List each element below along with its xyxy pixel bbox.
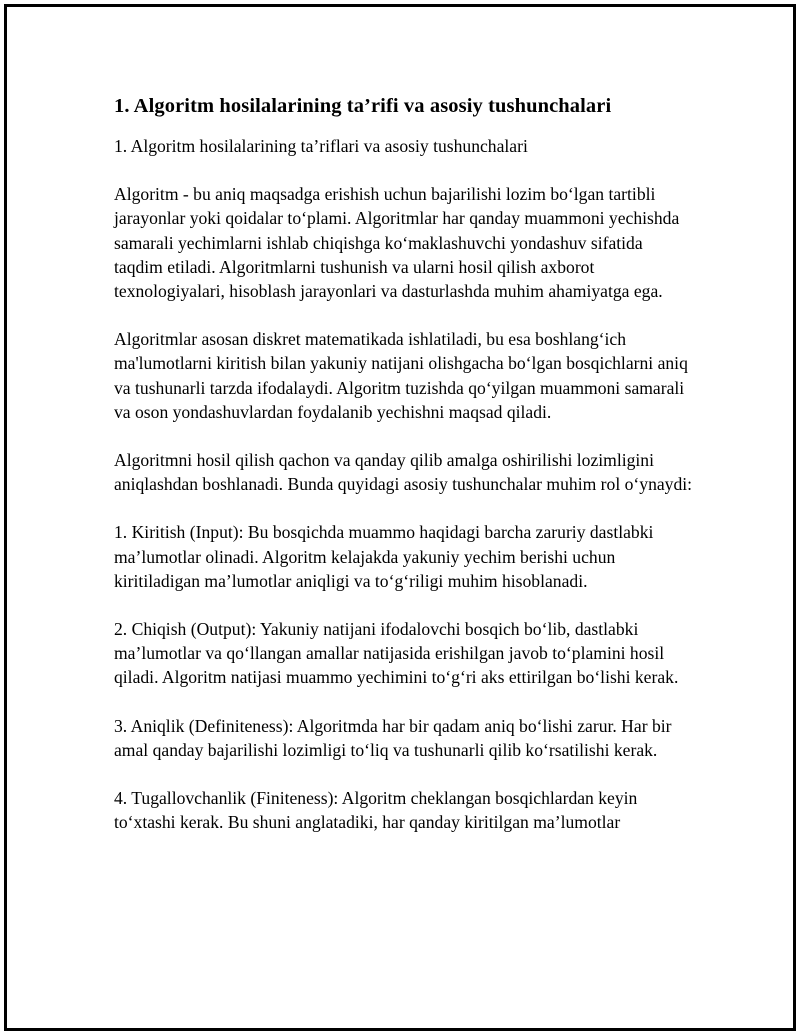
paragraph-finiteness: 4. Tugallovchanlik (Finiteness): Algoritm cheklangan bosqichlardan keyin to‘xtashi kerak. Bu shuni anglatadiki, har qanday kiritilgan ma’lumotlar [114, 788, 638, 833]
paragraph-subtitle: 1. Algoritm hosilalarining ta’riflari va asosiy tushunchalari [114, 136, 528, 156]
document-title: 1. Algoritm hosilalarining ta’rifi va asosiy tushunchalari [114, 95, 612, 117]
paragraph-output: 2. Chiqish (Output): Yakuniy natijani ifodalovchi bosqich bo‘lib, dastlabki ma’lumotlar va qo‘llangan amallar natijasida erishilgan javob to‘plamini hosil qiladi. Algoritm natijasi muammo yechimini to‘g‘ri aks ettirilgan bo‘lishi kerak. [114, 619, 679, 688]
paragraph-definiteness: 3. Aniqlik (Definiteness): Algoritmda har bir qadam aniq bo‘lishi zarur. Har bir amal qanday bajarilishi lozimligi to‘liq va tushunarli qilib ko‘rsatilishi kerak. [114, 715, 672, 760]
paragraph-definition: Algoritm - bu aniq maqsadga erishish uchun bajarilishi lozim bo‘lgan tartibli jarayonlar yoki qoidalar to‘plami. Algoritmlar har qanday muammoni yechishda samarali yechimlarni ishlab chiqishga ko‘maklashuvchi yondashuv sifatida taqdim etiladi. Algoritmlarni tushunish va ularni hosil qilish axborot texnologiyalari, hisoblash jarayonlari va dasturlashda muhim ahamiyatga ega. [114, 184, 680, 302]
paragraph-input: 1. Kiritish (Input): Bu bosqichda muammo haqidagi barcha zaruriy dastlabki ma’lumotlar olinadi. Algoritm kelajakda yakuniy yechim berishi uchun kiritiladigan ma’lumotlar aniqligi va to‘g‘riligi muhim hisoblanadi. [114, 522, 654, 591]
paragraph-discrete-math: Algoritmlar asosan diskret matematikada ishlatiladi, bu esa boshlang‘ich ma'lumotlarni kiritish bilan yakuniy natijani olishgacha bo‘lgan bosqichlarni aniq va tushunarli tarzda ifodalaydi. Algoritm tuzishda qo‘yilgan muammoni samarali va oson yondashuvlardan foydalanib yechishni maqsad qiladi. [114, 329, 688, 422]
document-body [114, 92, 694, 858]
paragraph-concepts-intro: Algoritmni hosil qilish qachon va qanday qilib amalga oshirilishi lozimligini aniqlashdan boshlanadi. Bunda quyidagi asosiy tushunchalar muhim rol o‘ynaydi: [114, 450, 693, 495]
